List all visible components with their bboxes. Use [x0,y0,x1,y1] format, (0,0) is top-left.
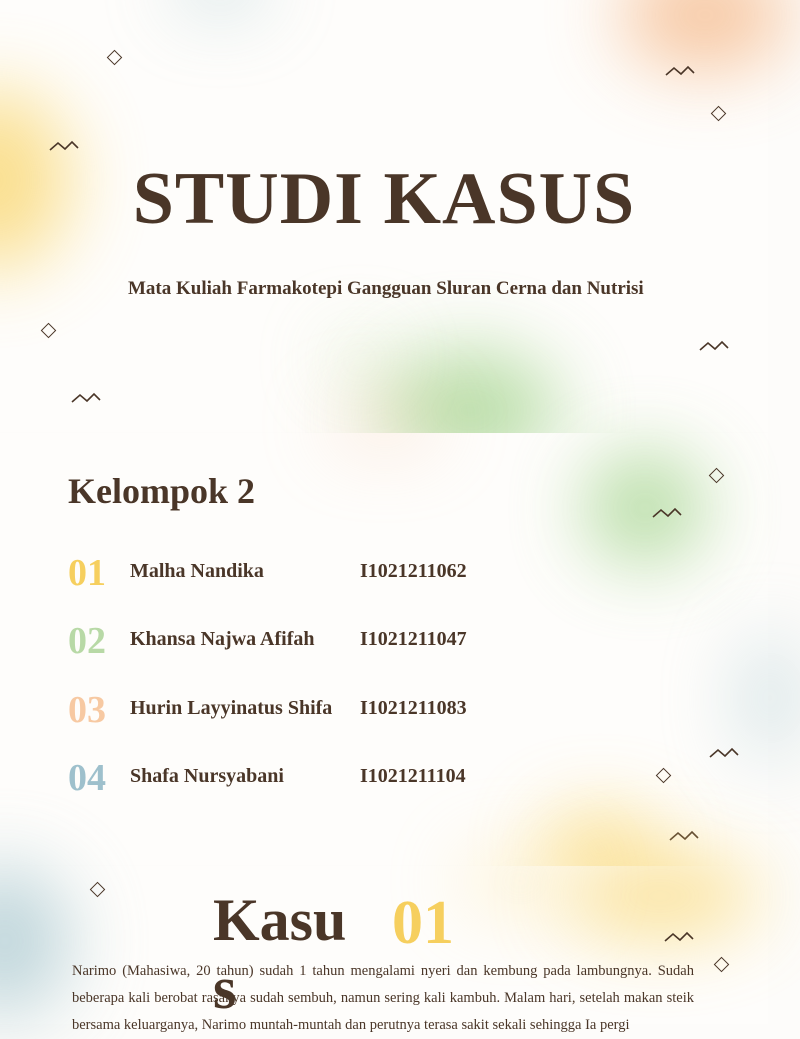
diamond-icon [709,468,725,484]
blob-yellow-center [460,856,580,906]
diamond-icon [714,957,730,973]
member-number: 01 [68,552,106,594]
member-id: I1021211047 [360,628,467,650]
diamond-icon [711,106,727,122]
blob-blue-right [740,633,800,763]
member-id: I1021211104 [360,765,466,787]
zigzag-icon [49,140,79,152]
blob-blue-left [0,866,70,1016]
member-row [68,690,668,730]
group-slide [0,433,768,865]
member-row [68,621,668,661]
blob-yellow-right [560,856,760,936]
diamond-icon [41,323,57,339]
member-name: Shafa Nursyabani [130,765,284,787]
zigzag-icon [669,830,699,842]
zigzag-icon [71,392,101,404]
member-number: 04 [68,757,106,799]
case-description: Narimo (Mahasiwa, 20 tahun) sudah 1 tahun mengalami nyeri dan kembung pada lambungnya. Sudah beberapa kali berobat rasanya sudah sembuh, namun sering kali kambuh. Malam hari, setelah makan steik bersama keluarganya, Narimo muntah-muntah dan perutnya terasa sakit sekali sehingga Ia pergi [72,963,694,1033]
zigzag-icon [699,340,729,352]
slide-title: STUDI KASUS [132,158,636,240]
slide-subtitle: Mata Kuliah Farmakotepi Gangguan Sluran Cerna dan Nutrisi [128,278,644,299]
blob-blue-top [175,0,265,10]
blob-peach-top [330,403,440,443]
zigzag-icon [652,507,682,519]
group-heading: Kelompok 2 [68,471,256,511]
zigzag-icon [665,65,695,77]
member-name: Khansa Najwa Afifah [130,628,315,650]
member-row [68,553,668,593]
blob-green-right [585,453,705,563]
diamond-icon [107,50,123,66]
zigzag-icon [709,747,739,759]
case-title: Kasus [213,887,347,1021]
blob-peach-top-right [620,0,790,70]
member-number: 02 [68,620,106,662]
zigzag-icon [664,931,694,943]
member-id: I1021211083 [360,697,467,719]
title-slide [0,0,768,432]
case-number: 01 [392,889,454,957]
member-row [68,758,668,798]
blob-green-small [330,340,390,380]
member-id: I1021211062 [360,560,467,582]
case-slide [0,866,768,1033]
member-name: Malha Nandika [130,560,264,582]
member-number: 03 [68,689,106,731]
diamond-icon [90,882,106,898]
member-name: Hurin Layyinatus Shifa [130,697,333,719]
